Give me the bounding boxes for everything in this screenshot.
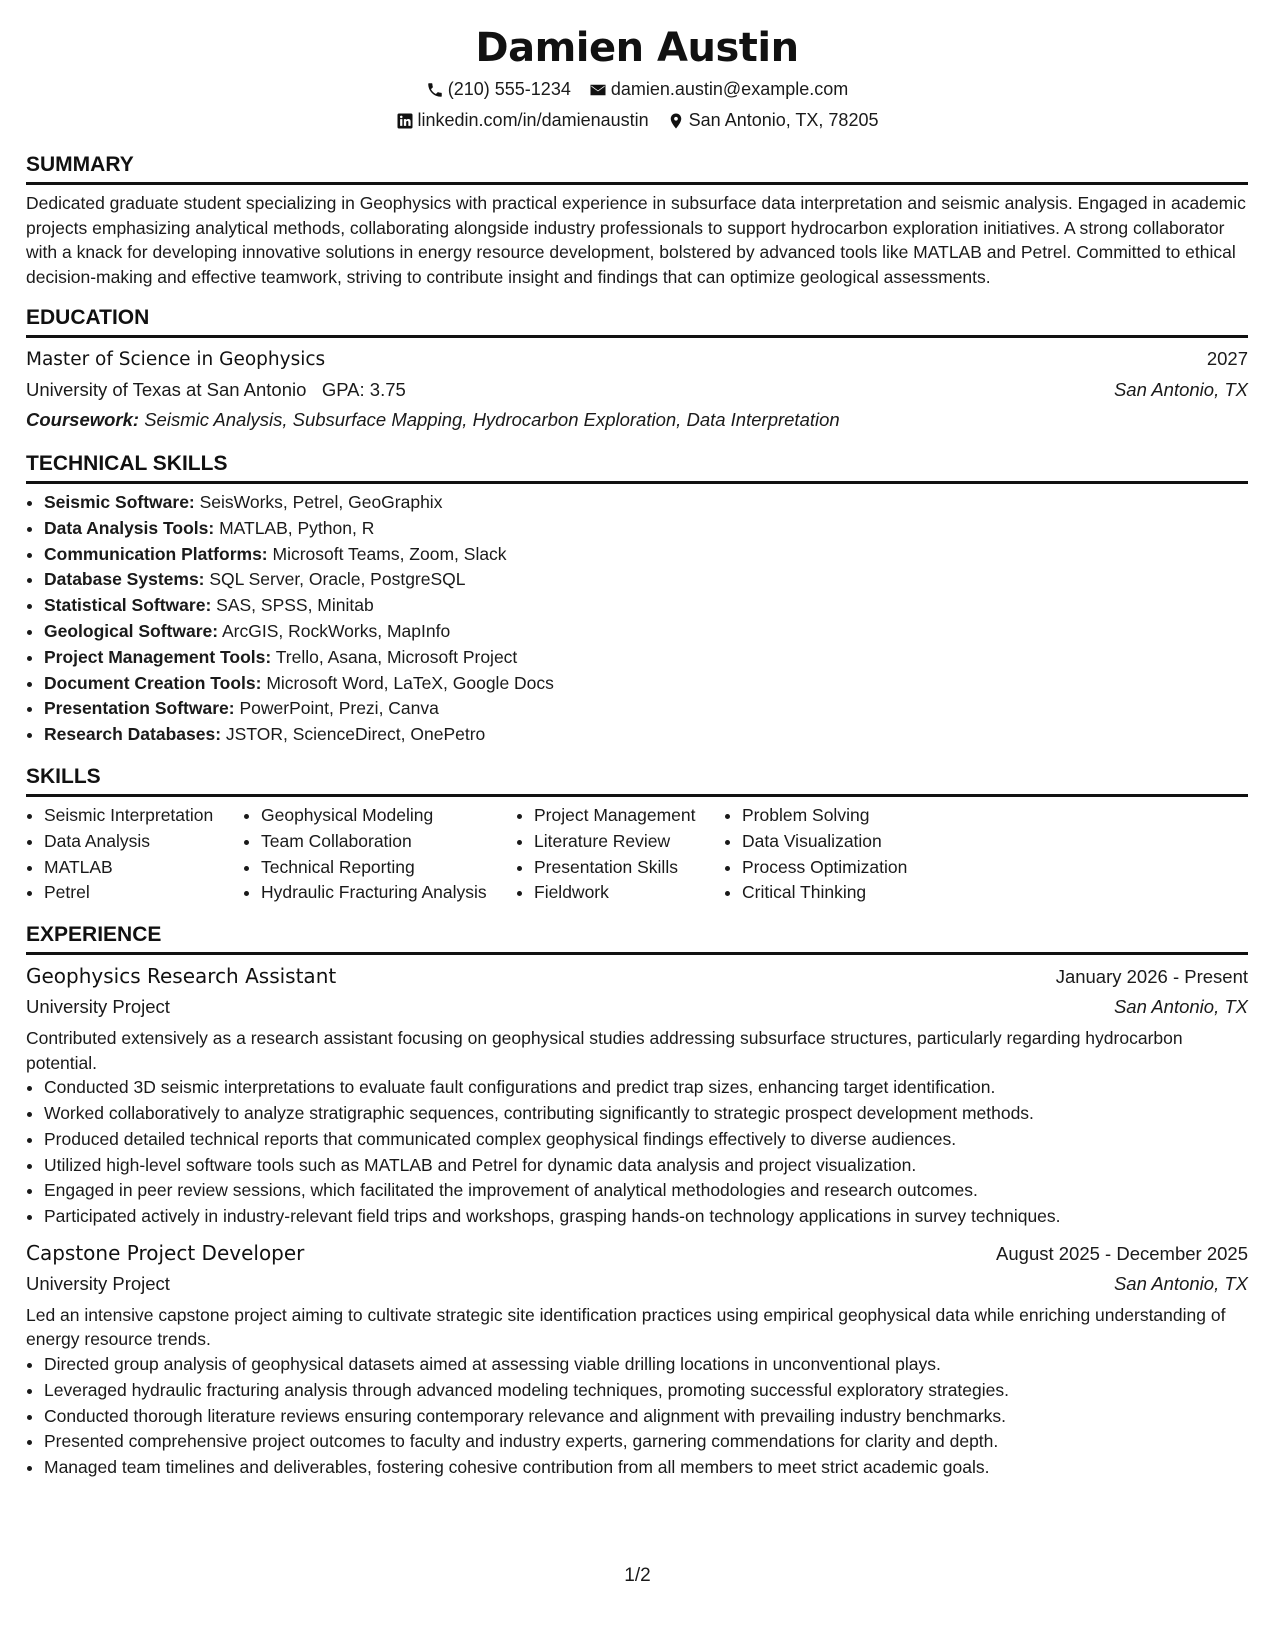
technical-skill-item <box>44 671 1248 697</box>
candidate-name: Damien Austin <box>475 25 799 71</box>
phone-contact <box>426 74 571 105</box>
skill-values: MATLAB, Python, R <box>219 517 375 538</box>
section-divider <box>26 481 1248 484</box>
skill-values: SQL Server, Oracle, PostgreSQL <box>209 569 466 590</box>
technical-skill-item <box>44 696 1248 722</box>
section-divider <box>26 182 1248 185</box>
skills-column <box>724 803 942 906</box>
technical-skills-section <box>26 449 1248 748</box>
job-bullets <box>26 1075 1248 1230</box>
job-bullet: • Leveraged hydraulic fracturing analysis through advanced modeling techniques, promoting successful exploratory strategies. <box>44 1378 1248 1404</box>
skill-category: Seismic Software: <box>44 492 195 512</box>
school-line <box>26 375 406 405</box>
map-pin-icon <box>667 112 685 130</box>
experience-section <box>26 920 1248 1481</box>
job-description: Led an intensive capstone project aiming to cultivate strategic site identification practices using empirical geophysical data while enriching understanding of energy resource trends. <box>26 1304 1226 1350</box>
contact-line-1 <box>26 74 1248 105</box>
job-dates: January 2026 - Present <box>1055 966 1248 988</box>
skill-item: • Fieldwork <box>534 880 724 906</box>
section-divider <box>26 794 1248 797</box>
technical-skills-list <box>26 490 1248 748</box>
skill-values: SeisWorks, Petrel, GeoGraphix <box>199 492 443 512</box>
skill-item: • Technical Reporting <box>261 855 516 881</box>
skill-category: Presentation Software: <box>44 698 235 719</box>
skill-item: • Presentation Skills <box>534 855 724 881</box>
phone-icon <box>426 81 444 99</box>
job-organization: University Project <box>26 996 170 1018</box>
skills-grid <box>26 803 1248 906</box>
skill-category: Statistical Software: <box>44 595 212 616</box>
skill-values: Microsoft Word, LaTeX, Google Docs <box>266 672 554 693</box>
education-row-1 <box>26 344 1248 375</box>
email-contact[interactable] <box>589 74 848 105</box>
job-title-row <box>26 961 1248 992</box>
job-org-row <box>26 1269 1248 1299</box>
skill-values: ArcGIS, RockWorks, MapInfo <box>221 620 451 641</box>
summary-text: Dedicated graduate student specializing in Geophysics with practical experience in subsurface data interpretation and seismic analysis. Engaged in academic projects emphasizing analytical methods, collaborating alongside industry professionals to support hydrocarbon exploration initiatives. A strong collaborator with a knack for developing innovative solutions in energy resource development, bolstered by advanced tools like MATLAB and Petrel. Committed to ethical decision-making and effective teamwork, striving to contribute insight and findings that can optimize geological assessments. <box>26 193 1246 287</box>
job-bullet: • Produced detailed technical reports that communicated complex geophysical findings effectively to diverse audiences. <box>44 1127 1248 1153</box>
skills-column <box>243 803 516 906</box>
job-bullet: • Worked collaboratively to analyze stratigraphic sequences, contributing significantly to strategic prospect development methods. <box>44 1101 1248 1127</box>
skill-values: JSTOR, ScienceDirect, OnePetro <box>225 724 486 745</box>
experience-entry <box>26 1238 1248 1481</box>
skill-category: Project Management Tools: <box>44 646 272 667</box>
school-name: University of Texas at San Antonio <box>26 379 307 400</box>
technical-skill-item <box>44 516 1248 542</box>
job-organization: University Project <box>26 1272 170 1294</box>
skill-item: • Seismic Interpretation <box>44 803 243 829</box>
coursework-line <box>26 405 1248 435</box>
skills-heading: SKILLS <box>26 764 101 788</box>
skill-values: Trello, Asana, Microsoft Project <box>275 646 518 667</box>
job-dates: August 2025 - December 2025 <box>996 1242 1248 1264</box>
job-description: Contributed extensively as a research assistant focusing on geophysical studies addressing subsurface structures, particularly regarding hydrocarbon potential. <box>26 1028 1183 1073</box>
skills-section <box>26 762 1248 906</box>
linkedin-contact[interactable] <box>396 105 649 136</box>
skill-item: • Project Management <box>534 803 724 829</box>
technical-skill-item <box>44 619 1248 645</box>
education-section <box>26 303 1248 435</box>
skill-item: • Data Visualization <box>742 829 942 855</box>
technical-skill-item <box>44 542 1248 568</box>
job-bullet: • Utilized high-level software tools such as MATLAB and Petrel for dynamic data analysis and project visualization. <box>44 1153 1248 1179</box>
job-bullet: • Engaged in peer review sessions, which facilitated the improvement of analytical methodologies and research outcomes. <box>44 1178 1248 1204</box>
skill-item: • Problem Solving <box>742 803 942 829</box>
skill-values: Microsoft Teams, Zoom, Slack <box>272 543 507 564</box>
technical-skill-item <box>44 645 1248 671</box>
job-org-row <box>26 992 1248 1022</box>
page-number: 1/2 <box>624 1565 651 1586</box>
skill-item: • Team Collaboration <box>261 829 516 855</box>
job-bullet: • Participated actively in industry-relevant field trips and workshops, grasping hands-on technology applications in survey techniques. <box>44 1204 1248 1230</box>
experience-entry <box>26 961 1248 1230</box>
skills-column <box>516 803 724 906</box>
job-bullet: • Conducted 3D seismic interpretations to evaluate fault configurations and predict trap sizes, enhancing target identification. <box>44 1075 1248 1101</box>
skill-category: Database Systems: <box>44 569 205 590</box>
location-contact <box>667 105 879 136</box>
technical-skill-item <box>44 722 1248 748</box>
education-row-2 <box>26 375 1248 405</box>
graduation-year: 2027 <box>1206 348 1248 369</box>
school-location: San Antonio, TX <box>1113 379 1248 400</box>
skill-item: • Process Optimization <box>742 855 942 881</box>
job-bullet: • Directed group analysis of geophysical datasets aimed at assessing viable drilling locations in unconventional plays. <box>44 1352 1248 1378</box>
summary-section <box>26 150 1248 289</box>
skill-item: • Data Analysis <box>44 829 243 855</box>
resume-page <box>26 22 1248 1489</box>
experience-heading: EXPERIENCE <box>26 923 162 947</box>
skill-item: • Critical Thinking <box>742 880 942 906</box>
skill-category: Communication Platforms: <box>44 543 268 564</box>
email-text[interactable]: damien.austin@example.com <box>610 79 849 99</box>
skill-item: • MATLAB <box>44 855 243 881</box>
skill-category: Data Analysis Tools: <box>44 517 215 538</box>
job-bullets <box>26 1352 1248 1481</box>
job-location: San Antonio, TX <box>1113 1272 1248 1294</box>
linkedin-text[interactable]: linkedin.com/in/damienaustin <box>417 110 649 130</box>
technical-skill-item <box>44 490 1248 516</box>
technical-skill-item <box>44 567 1248 593</box>
skill-item: • Geophysical Modeling <box>261 803 516 829</box>
linkedin-icon <box>396 112 414 130</box>
envelope-icon <box>589 81 607 99</box>
gpa: GPA: 3.75 <box>321 379 406 400</box>
job-bullet: • Presented comprehensive project outcomes to faculty and industry experts, garnering commendations for clarity and depth. <box>44 1429 1248 1455</box>
job-title-row <box>26 1238 1248 1269</box>
job-location: San Antonio, TX <box>1113 996 1248 1018</box>
section-divider <box>26 335 1248 338</box>
skill-values: PowerPoint, Prezi, Canva <box>239 698 439 719</box>
section-divider <box>26 952 1248 955</box>
skill-category: Document Creation Tools: <box>44 672 262 693</box>
coursework-label: Coursework: <box>26 409 140 430</box>
technical-skill-item <box>44 593 1248 619</box>
skill-item: • Literature Review <box>534 829 724 855</box>
coursework-list: Seismic Analysis, Subsurface Mapping, Hydrocarbon Exploration, Data Interpretation <box>144 409 840 430</box>
skill-item: • Hydraulic Fracturing Analysis <box>261 880 516 906</box>
skill-values: SAS, SPSS, Minitab <box>216 595 374 616</box>
summary-heading: SUMMARY <box>26 153 134 176</box>
contact-line-2 <box>26 105 1248 136</box>
technical-skills-heading: TECHNICAL SKILLS <box>26 452 228 475</box>
location-text: San Antonio, TX, 78205 <box>688 110 879 130</box>
job-title: Geophysics Research Assistant <box>26 964 337 989</box>
job-title: Capstone Project Developer <box>26 1240 305 1265</box>
skills-column <box>26 803 243 906</box>
skill-category: Research Databases: <box>44 724 222 745</box>
job-bullet: • Managed team timelines and deliverables, fostering cohesive contribution from all members to meet strict academic goals. <box>44 1455 1248 1481</box>
skill-item: • Petrel <box>44 880 243 906</box>
degree-title: Master of Science in Geophysics <box>26 349 326 370</box>
skill-category: Geological Software: <box>44 620 219 641</box>
resume-header <box>26 22 1248 136</box>
phone-text: (210) 555-1234 <box>447 79 571 99</box>
job-bullet: • Conducted thorough literature reviews ensuring contemporary relevance and alignment with prevailing industry benchmarks. <box>44 1404 1248 1430</box>
education-heading: EDUCATION <box>26 306 150 329</box>
